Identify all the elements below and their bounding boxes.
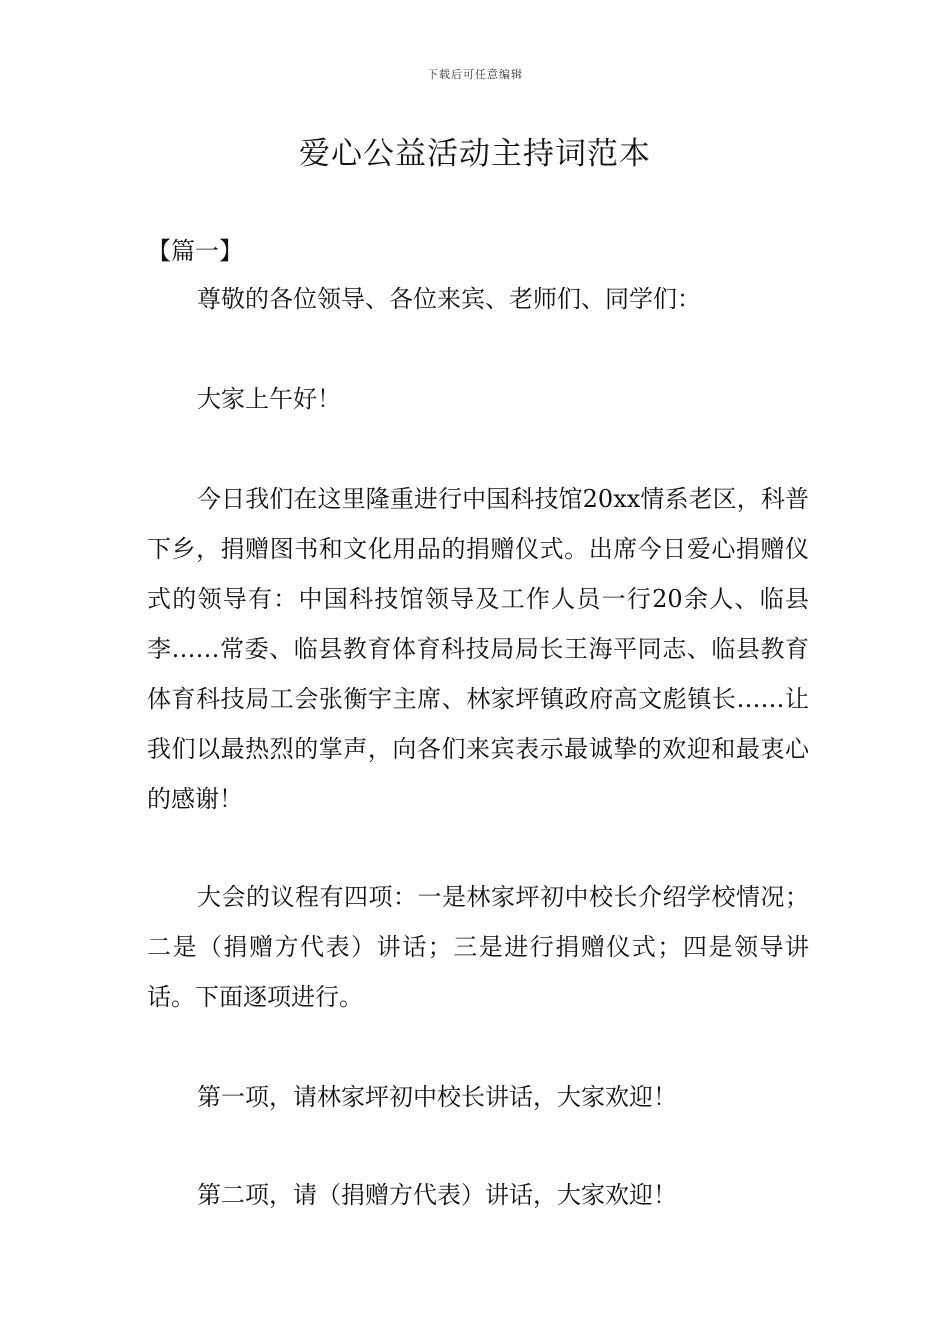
header-note: 下载后可任意编辑 [427,68,523,81]
document-title: 爱心公益活动主持词范本 [299,136,651,172]
paragraph-morning: 大家上午好！ [197,385,341,413]
paragraph-item-one: 第一项，请林家坪初中校长讲话，大家欢迎！ [197,1083,677,1111]
paragraph-agenda: 大会的议程有四项：一是林家坪初中校长介绍学校情况；二是（捐赠方代表）讲话；三是进行捐赠仪式；四是领导讲话。下面逐项进行。 [147,883,809,1011]
section-label: 【篇一】 [147,237,243,265]
paragraph-greeting: 尊敬的各位领导、各位来宾、老师们、同学们： [197,285,701,313]
paragraph-item-two: 第二项，请（捐赠方代表）讲话，大家欢迎！ [197,1181,677,1209]
paragraph-introduction: 今日我们在这里隆重进行中国科技馆20xx情系老区，科普下乡，捐赠图书和文化用品的捐赠仪式。出席今日爱心捐赠仪式的领导有：中国科技馆领导及工作人员一行20余人、临县李……常委、临县教育体育科技局局长王海平同志、临县教育体育科技局工会张衡宇主席、林家坪镇政府高文彪镇长……让我们以最热烈的掌声，向各们来宾表示最诚挚的欢迎和最衷心的感谢！ [147,485,809,813]
